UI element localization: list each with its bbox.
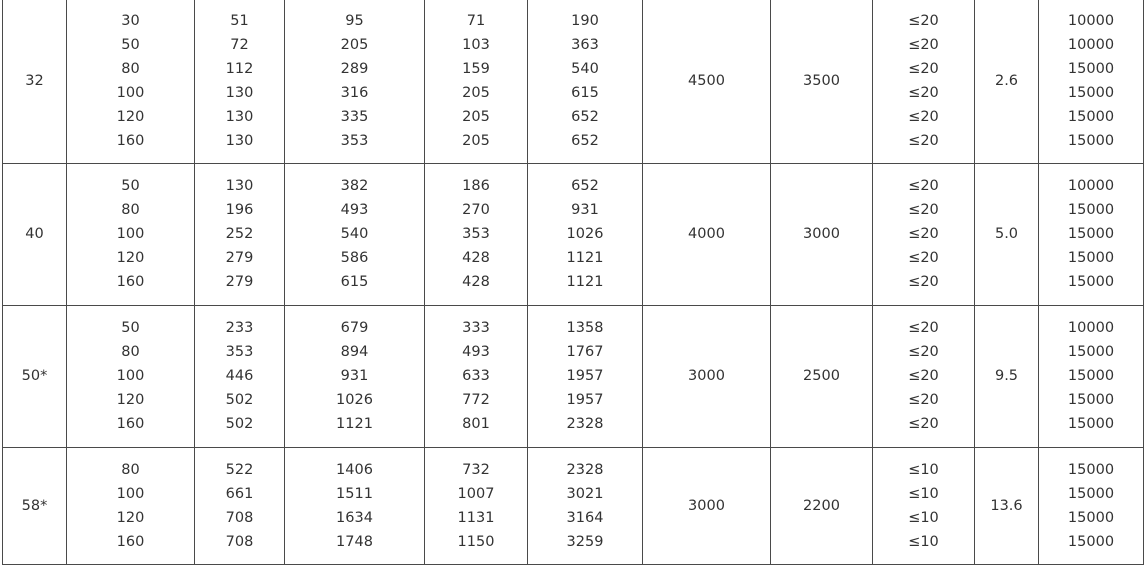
cell-line: 708 [225,533,254,550]
col3-cell [285,305,425,447]
cell-line: 3259 [566,533,604,550]
cell-line: 50 [121,178,140,194]
cell-line: 159 [462,61,490,78]
cell-line: 1511 [336,485,373,502]
cell-line: 353 [462,226,490,242]
cell-line: 10000 [1067,320,1115,336]
col7-cell: 2500 [771,305,873,447]
col8-cell [873,447,975,564]
cell-line: 95 [345,13,364,30]
cell-line: 270 [462,202,490,218]
table-row [3,305,1144,447]
size-cell: 40 [3,163,67,305]
col2-cell [195,163,285,305]
cell-line: 196 [225,202,254,218]
cell-line: ≤20 [908,416,939,432]
cell-line: 233 [225,320,254,336]
size-cell: 58* [3,447,67,564]
col8-cell [873,0,975,163]
cell-line: 586 [340,250,369,266]
cell-line: 120 [116,109,145,126]
cell-line: 100 [116,85,145,102]
size-cell: 32 [3,0,67,163]
cell-line: 652 [571,178,599,194]
cell-line: 540 [340,226,369,242]
cell-line: 522 [225,461,254,478]
cell-line: ≤20 [908,37,939,54]
cell-line: 71 [466,13,486,30]
cell-line: 190 [571,13,599,30]
cell-line: 772 [462,392,490,408]
cell-line: 2328 [566,461,604,478]
col2-cell [195,447,285,564]
cell-line: 120 [116,392,145,408]
col2-cell [195,0,285,163]
col6-cell: 4500 [643,0,771,163]
cell-line: ≤20 [908,109,939,126]
cell-line: 15000 [1067,250,1115,266]
cell-line: 205 [462,133,490,150]
cell-line: 493 [340,202,369,218]
cell-line: 316 [340,85,369,102]
cell-line: 15000 [1067,109,1115,126]
cell-line: 1026 [336,392,373,408]
col10-cell [1039,0,1144,163]
cell-line: ≤10 [908,485,939,502]
table-row [3,0,1144,163]
cell-line: 15000 [1067,416,1115,432]
cell-line: 363 [571,37,599,54]
cell-line: 15000 [1067,133,1115,150]
cell-line: 15000 [1067,461,1115,478]
cell-line: 130 [225,109,254,126]
cell-line: 112 [225,61,254,78]
cell-line: ≤20 [908,85,939,102]
col7-cell: 2200 [771,447,873,564]
cell-line: ≤20 [908,178,939,194]
col4-cell [425,447,528,564]
table-row [3,447,1144,564]
col5-cell [528,163,643,305]
cell-line: 15000 [1067,368,1115,384]
col9-cell: 9.5 [975,305,1039,447]
col9-cell: 2.6 [975,0,1039,163]
cell-line: 353 [340,133,369,150]
cell-line: 931 [340,368,369,384]
cell-line: 120 [116,509,145,526]
col6-cell: 3000 [643,447,771,564]
cell-line: 652 [571,133,599,150]
cell-line: 15000 [1067,61,1115,78]
cell-line: 15000 [1067,485,1115,502]
col3-cell [285,163,425,305]
col4-cell [425,163,528,305]
cell-line: 1026 [566,226,604,242]
col7-cell: 3500 [771,0,873,163]
cell-line: 289 [340,61,369,78]
cell-line: 51 [230,13,249,30]
cell-line: 50 [121,37,140,54]
col4-cell [425,305,528,447]
cell-line: 732 [462,461,490,478]
cell-line: 80 [121,61,140,78]
cell-line: 100 [116,226,145,242]
cell-line: 1406 [336,461,373,478]
cell-line: 1007 [457,485,495,502]
cell-line: 333 [462,320,490,336]
cell-line: 1121 [566,274,604,290]
cell-line: ≤20 [908,13,939,30]
cell-line: 1150 [457,533,495,550]
col5-cell [528,447,643,564]
cell-line: 633 [462,368,490,384]
cell-line: 160 [116,416,145,432]
col8-cell [873,305,975,447]
cell-line: ≤20 [908,368,939,384]
cell-line: 335 [340,109,369,126]
cell-line: ≤20 [908,226,939,242]
size-cell: 50* [3,305,67,447]
cell-line: 279 [225,274,254,290]
cell-line: 15000 [1067,533,1115,550]
cell-line: 894 [340,344,369,360]
cell-line: 10000 [1067,37,1115,54]
cell-line: 353 [225,344,254,360]
cell-line: ≤20 [908,250,939,266]
col9-cell: 5.0 [975,163,1039,305]
cell-line: 615 [571,85,599,102]
cell-line: 80 [121,461,140,478]
cell-line: 1121 [566,250,604,266]
cell-line: ≤20 [908,344,939,360]
cell-line: 493 [462,344,490,360]
cell-line: ≤20 [908,274,939,290]
cell-line: 1121 [336,416,373,432]
col5-cell [528,0,643,163]
cell-line: 130 [225,85,254,102]
col5-cell [528,305,643,447]
cell-line: 205 [462,85,490,102]
cell-line: 428 [462,250,490,266]
cell-line: ≤20 [908,202,939,218]
col1-cell [67,447,195,564]
spec-table [2,0,1144,565]
cell-line: 50 [121,320,140,336]
cell-line: 160 [116,133,145,150]
cell-line: 15000 [1067,274,1115,290]
cell-line: 160 [116,533,145,550]
cell-line: 652 [571,109,599,126]
cell-line: 1131 [457,509,495,526]
cell-line: 130 [225,133,254,150]
cell-line: 428 [462,274,490,290]
col2-cell [195,305,285,447]
cell-line: 1957 [566,392,604,408]
col7-cell: 3000 [771,163,873,305]
cell-line: 3021 [566,485,604,502]
cell-line: ≤10 [908,533,939,550]
cell-line: 15000 [1067,344,1115,360]
cell-line: 130 [225,178,254,194]
cell-line: 801 [462,416,490,432]
cell-line: 502 [225,392,254,408]
cell-line: 1358 [566,320,604,336]
col4-cell [425,0,528,163]
cell-line: 252 [225,226,254,242]
cell-line: ≤10 [908,509,939,526]
cell-line: 186 [462,178,490,194]
cell-line: 502 [225,416,254,432]
cell-line: 80 [121,202,140,218]
col3-cell [285,447,425,564]
table-row [3,163,1144,305]
col10-cell [1039,163,1144,305]
cell-line: 80 [121,344,140,360]
cell-line: 1767 [566,344,604,360]
cell-line: 15000 [1067,509,1115,526]
cell-line: 679 [340,320,369,336]
cell-line: 279 [225,250,254,266]
cell-line: 931 [571,202,599,218]
cell-line: 446 [225,368,254,384]
cell-line: 382 [340,178,369,194]
cell-line: 103 [462,37,490,54]
col10-cell [1039,447,1144,564]
cell-line: 100 [116,368,145,384]
cell-line: 120 [116,250,145,266]
col10-cell [1039,305,1144,447]
cell-line: 615 [340,274,369,290]
cell-line: ≤10 [908,461,939,478]
cell-line: 1748 [336,533,373,550]
cell-line: 540 [571,61,599,78]
cell-line: 3164 [566,509,604,526]
cell-line: ≤20 [908,320,939,336]
cell-line: 205 [340,37,369,54]
cell-line: 15000 [1067,392,1115,408]
cell-line: 10000 [1067,13,1115,30]
cell-line: ≤20 [908,61,939,78]
cell-line: 15000 [1067,202,1115,218]
cell-line: 1634 [336,509,373,526]
cell-line: 661 [225,485,254,502]
cell-line: 15000 [1067,85,1115,102]
col9-cell: 13.6 [975,447,1039,564]
cell-line: ≤20 [908,392,939,408]
cell-line: 1957 [566,368,604,384]
cell-line: 30 [121,13,140,30]
col6-cell: 3000 [643,305,771,447]
col1-cell [67,0,195,163]
cell-line: 205 [462,109,490,126]
cell-line: 72 [230,37,249,54]
col6-cell: 4000 [643,163,771,305]
cell-line: 160 [116,274,145,290]
cell-line: ≤20 [908,133,939,150]
cell-line: 708 [225,509,254,526]
cell-line: 100 [116,485,145,502]
cell-line: 2328 [566,416,604,432]
col3-cell [285,0,425,163]
col1-cell [67,305,195,447]
col1-cell [67,163,195,305]
col8-cell [873,163,975,305]
cell-line: 15000 [1067,226,1115,242]
cell-line: 10000 [1067,178,1115,194]
